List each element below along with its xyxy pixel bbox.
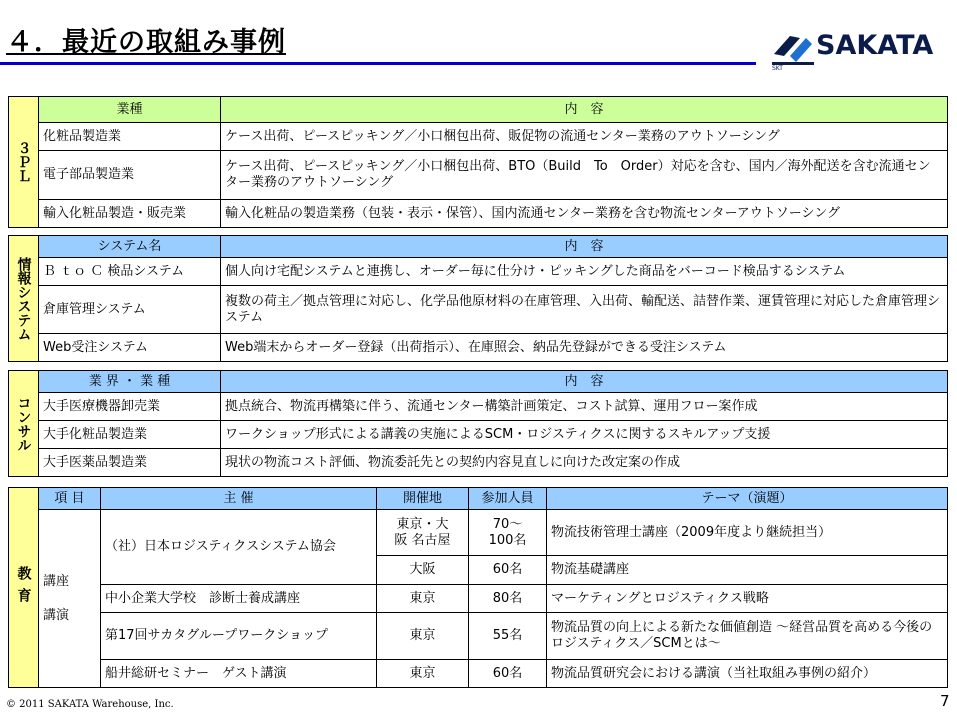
- cell-host: 船井総研セミナー ゲスト講演: [101, 660, 377, 688]
- section-label-3pl: ３ＰＬ: [9, 97, 39, 228]
- cell-industry: 大手医療機器卸売業: [39, 393, 221, 421]
- table-row: [9, 286, 948, 334]
- cell-host: （社）日本ロジスティクスシステム協会: [101, 510, 377, 585]
- cell-content: ケース出荷、ピースピッキング／小口梱包出荷、BTO（Build To Order）対応を含む、国内／海外配送を含む流通センター業務のアウトソーシング: [221, 151, 948, 200]
- table-row: [9, 660, 948, 688]
- table-education: [8, 487, 948, 688]
- header-host: 主 催: [101, 488, 377, 510]
- cell-theme: 物流技術管理士講座（2009年度より継続担当）: [547, 510, 948, 556]
- copyright: © 2011 SAKATA Warehouse, Inc.: [6, 699, 174, 710]
- table-consulting: [8, 370, 948, 477]
- page-title: ４．最近の取組み事例: [6, 27, 286, 58]
- cell-content: Web端末からオーダー登録（出荷指示）、在庫照会、納品先登録ができる受注システム: [221, 334, 948, 362]
- company-logo: [770, 24, 948, 74]
- cell-people: 60名: [469, 660, 547, 688]
- table-row: [9, 393, 948, 421]
- section-label-edu-text: 教育: [15, 565, 32, 610]
- cell-content: 複数の荷主／拠点管理に対応し、化学品他原材料の在庫管理、入出荷、輸配送、詰替作業、運賃管理に対応した倉庫管理システム: [221, 286, 948, 334]
- cell-theme: 物流品質の向上による新たな価値創造 ～経営品質を高める今後のロジスティクス／SCMとは～: [547, 613, 948, 660]
- cell-content: 現状の物流コスト評価、物流委託先との契約内容見直しに向けた改定案の作成: [221, 449, 948, 477]
- header-system-name: システム名: [39, 236, 221, 258]
- table-row: [9, 585, 948, 613]
- table-row: [9, 421, 948, 449]
- cell-item: [39, 510, 101, 688]
- cell-people: 70～ 100名: [469, 510, 547, 556]
- cell-place: 東京・大阪 名古屋: [377, 510, 469, 556]
- table-row: [9, 258, 948, 286]
- cell-people: 80名: [469, 585, 547, 613]
- header-content: 内 容: [221, 236, 948, 258]
- cell-industry: 大手化粧品製造業: [39, 421, 221, 449]
- cell-system: 倉庫管理システム: [39, 286, 221, 334]
- cell-people: 60名: [469, 556, 547, 585]
- section-label-consul: コンサル: [9, 371, 39, 477]
- cell-system: Ｂ ｔｏ Ｃ 検品システム: [39, 258, 221, 286]
- header-theme: テーマ（演題）: [547, 488, 948, 510]
- cell-content: 輸入化粧品の製造業務（包装・表示・保管）、国内流通センター業務を含む物流センターアウトソーシング: [221, 200, 948, 228]
- cell-content: ワークショップ形式による講義の実施によるSCM・ロジスティクスに関するスキルアップ支援: [221, 421, 948, 449]
- cell-place: 東京: [377, 660, 469, 688]
- table-row: [9, 200, 948, 228]
- page-number: 7: [940, 692, 950, 710]
- table-row: [9, 510, 948, 556]
- header-content: 内 容: [221, 97, 948, 123]
- table-row: [9, 123, 948, 151]
- cell-people: 55名: [469, 613, 547, 660]
- table-info-system: [8, 235, 948, 362]
- cell-industry: 化粧品製造業: [39, 123, 221, 151]
- header-item: 項 目: [39, 488, 101, 510]
- cell-industry: 輸入化粧品製造・販売業: [39, 200, 221, 228]
- logo-sub: SKT: [772, 65, 783, 72]
- cell-host: 中小企業大学校 診断士養成講座: [101, 585, 377, 613]
- cell-content: 拠点統合、物流再構築に伴う、流通センター構築計画策定、コスト試算、運用フロー案作成: [221, 393, 948, 421]
- title-underline: [0, 62, 756, 65]
- cell-system: Web受注システム: [39, 334, 221, 362]
- logo-mark-icon: [770, 24, 816, 70]
- item-label-talk: 講演: [43, 607, 70, 623]
- item-label-lecture: 講座: [43, 573, 70, 589]
- table-row: [9, 449, 948, 477]
- header-content: 内 容: [221, 371, 948, 393]
- cell-content: 個人向け宅配システムと連携し、オーダー毎に仕分け・ピッキングした商品をバーコード検品するシステム: [221, 258, 948, 286]
- header-industry: 業種: [39, 97, 221, 123]
- table-row: [9, 334, 948, 362]
- cell-theme: 物流基礎講座: [547, 556, 948, 585]
- cell-theme: マーケティングとロジスティクス戦略: [547, 585, 948, 613]
- table-3pl: [8, 96, 948, 228]
- cell-industry: 電子部品製造業: [39, 151, 221, 200]
- cell-content: ケース出荷、ピースピッキング／小口梱包出荷、販促物の流通センター業務のアウトソーシング: [221, 123, 948, 151]
- section-label-info: 情報システム: [9, 236, 39, 362]
- table-row: [9, 151, 948, 200]
- cell-industry: 大手医薬品製造業: [39, 449, 221, 477]
- cell-host: 第17回サカタグループワークショップ: [101, 613, 377, 660]
- cell-theme: 物流品質研究会における講演（当社取組み事例の紹介）: [547, 660, 948, 688]
- cell-place: 東京: [377, 613, 469, 660]
- header-industry: 業 界 ・ 業 種: [39, 371, 221, 393]
- section-label-edu: [9, 488, 39, 688]
- header-place: 開催地: [377, 488, 469, 510]
- table-row: [9, 613, 948, 660]
- cell-place: 東京: [377, 585, 469, 613]
- logo-text: SAKATA: [816, 30, 934, 61]
- cell-place: 大阪: [377, 556, 469, 585]
- header-people: 参加人員: [469, 488, 547, 510]
